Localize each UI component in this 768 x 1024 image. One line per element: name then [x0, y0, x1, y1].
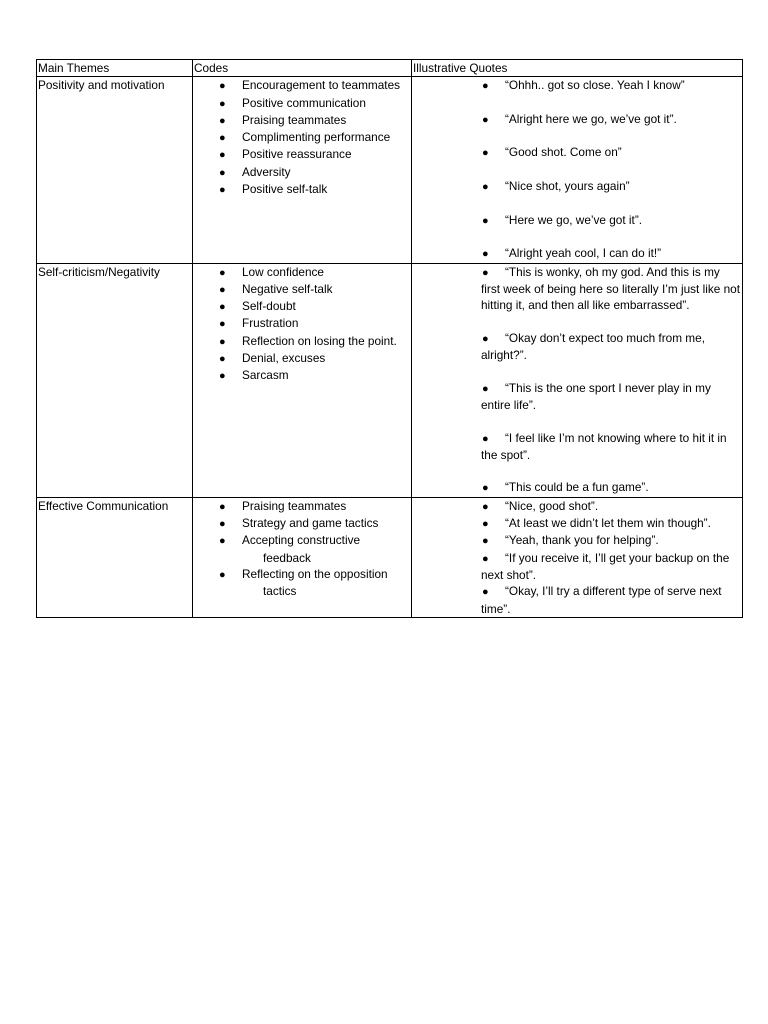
bullet-icon: ●: [219, 500, 226, 513]
theme-label: Positivity and motivation: [38, 78, 165, 93]
bullet-icon: ●: [219, 166, 226, 179]
list-item: ● “Nice, good shot”.: [413, 498, 741, 515]
bullet-icon: ●: [219, 518, 226, 531]
bullet-icon: ●: [219, 318, 226, 331]
codes-list: [194, 77, 410, 198]
bullet-icon: ●: [219, 335, 226, 348]
codes-cell: [193, 263, 412, 497]
list-item: ● Reflection on losing the point.: [194, 333, 410, 350]
list-item: ● Negative self-talk: [194, 281, 410, 298]
bullet-icon: ●: [219, 132, 226, 145]
list-item: ● “Okay don’t expect too much from me, alright?”.: [481, 330, 705, 363]
bullet-icon: ●: [482, 248, 489, 261]
theme-cell: [37, 77, 193, 263]
bullet-icon: ●: [482, 518, 489, 531]
list-item: ● “Here we go, we’ve got it”.: [413, 212, 741, 229]
list-item: ● “At least we didn’t let them win though”.: [413, 515, 741, 532]
list-item: ● Self-doubt: [194, 298, 410, 315]
bullet-icon: ●: [482, 113, 489, 126]
codes-cell: [193, 497, 412, 617]
list-item: ● Positive communication: [194, 95, 410, 112]
document-page: [36, 59, 742, 618]
list-item: ● Praising teammates: [194, 498, 410, 515]
theme-label: Effective Communication: [38, 498, 169, 513]
theme-label: Self-criticism/Negativity: [38, 264, 160, 279]
header-main-themes: Main Themes: [37, 60, 193, 77]
bullet-icon: ●: [482, 382, 489, 395]
list-item: ● “Alright yeah cool, I can do it!”: [413, 245, 741, 262]
header-illustrative-quotes: Illustrative Quotes: [412, 60, 743, 77]
codes-cell: [193, 77, 412, 263]
bullet-icon: ●: [219, 283, 226, 296]
bullet-icon: ●: [219, 535, 226, 548]
quotes-list: [413, 264, 741, 497]
list-item: ● “If you receive it, I’ll get your backup on the next shot”.: [481, 550, 730, 582]
list-item: ● Sarcasm: [194, 367, 410, 384]
quotes-list: [413, 498, 741, 617]
list-item: ● “Okay, I’ll try a different type of serve next time”.: [481, 584, 722, 616]
quotes-cell: [412, 77, 743, 263]
bullet-icon: ●: [482, 482, 489, 495]
list-item: ● “Good shot. Come on”: [413, 144, 741, 161]
codes-list: [194, 498, 410, 600]
list-item: ● “I feel like I’m not knowing where to hit it in the spot”.: [481, 430, 727, 462]
bullet-icon: ●: [219, 184, 226, 197]
themes-table: [36, 59, 743, 618]
bullet-icon: ●: [482, 535, 489, 548]
bullet-icon: ●: [482, 332, 489, 345]
table-header-row: [37, 60, 743, 77]
list-item: ● Reflecting on the opposition tactics: [219, 566, 388, 599]
header-codes: Codes: [193, 60, 412, 77]
bullet-icon: ●: [219, 370, 226, 383]
list-item: ● “Nice shot, yours again”: [413, 178, 741, 195]
table-row: [37, 263, 743, 497]
list-item: ● Accepting constructive feedback: [219, 533, 361, 565]
table-row: [37, 77, 743, 263]
bullet-icon: ●: [219, 97, 226, 110]
list-item: ● Frustration: [194, 315, 410, 332]
theme-cell: [37, 263, 193, 497]
bullet-icon: ●: [482, 214, 489, 227]
list-item: ● “Ohhh.. got so close. Yeah I know”: [413, 77, 741, 94]
bullet-icon: ●: [219, 266, 226, 279]
list-item: ● “Alright here we go, we’ve got it”.: [413, 111, 741, 128]
bullet-icon: ●: [219, 568, 226, 581]
table-row: [37, 497, 743, 617]
list-item: ● Denial, excuses: [194, 350, 410, 367]
quotes-cell: [412, 497, 743, 617]
bullet-icon: ●: [219, 149, 226, 162]
bullet-icon: ●: [219, 353, 226, 366]
bullet-icon: ●: [482, 266, 489, 279]
list-item: ● Strategy and game tactics: [194, 515, 410, 532]
quotes-list: [413, 77, 741, 262]
bullet-icon: ●: [482, 586, 489, 599]
bullet-icon: ●: [482, 432, 489, 445]
quotes-cell: [412, 263, 743, 497]
bullet-icon: ●: [482, 147, 489, 160]
bullet-icon: ●: [219, 301, 226, 314]
bullet-icon: ●: [482, 80, 489, 93]
list-item: ● Praising teammates: [194, 112, 410, 129]
theme-cell: [37, 497, 193, 617]
list-item: ● Adversity: [194, 164, 410, 181]
list-item: ● Positive self-talk: [194, 181, 410, 198]
list-item: ● Low confidence: [194, 264, 410, 281]
list-item: ● “This could be a fun game”.: [413, 479, 741, 496]
codes-list: [194, 264, 410, 385]
bullet-icon: ●: [482, 500, 489, 513]
list-item: ● Positive reassurance: [194, 146, 410, 163]
list-item: ● “This is wonky, oh my god. And this is my first week of being here so literally I’m just like not hitting it, and then all like embarrassed”.: [481, 264, 740, 313]
bullet-icon: ●: [482, 552, 489, 565]
bullet-icon: ●: [219, 80, 226, 93]
list-item: ● “Yeah, thank you for helping”.: [413, 532, 741, 549]
list-item: ● Encouragement to teammates: [194, 77, 410, 94]
bullet-icon: ●: [482, 181, 489, 194]
list-item: ● “This is the one sport I never play in my entire life”.: [481, 380, 711, 412]
bullet-icon: ●: [219, 114, 226, 127]
list-item: ● Complimenting performance: [194, 129, 410, 146]
